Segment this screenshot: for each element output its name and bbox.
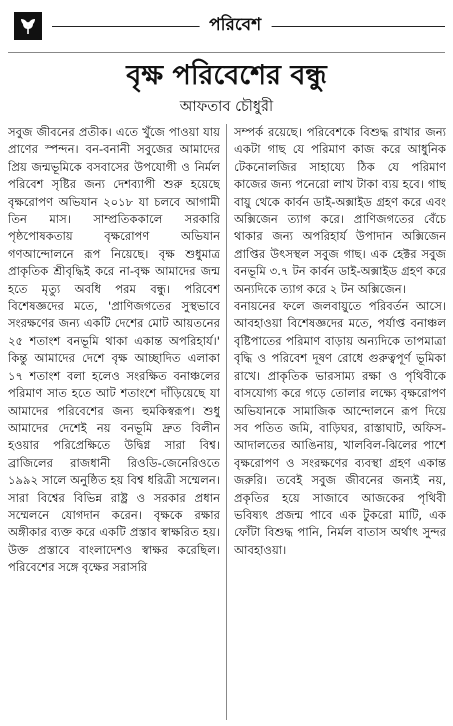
section-logo <box>14 12 42 40</box>
article-column-right <box>234 124 446 720</box>
column-divider <box>226 124 227 720</box>
article-paragraph: বনায়নের ফলে জলবায়ুতে পরিবর্তন আসে। আবহাওয়া বিশেষজ্ঞদের মতে, পর্যাপ্ত বনাঞ্চল বৃষ্টিপাতের পরিমাণ বাড়ায় অন্যদিকে তাপমাত্রা বৃদ্ধি ও পরিবেশ দূষণ রোধে গুরুত্বপূর্ণ ভূমিকা রাখে। প্রাকৃতিক ভারসাম্য রক্ষা ও পৃথিবীকে বাসযোগ্য করে গড়ে তোলার লক্ষ্যে বৃক্ষরোপণ অভিযানকে সামাজিক আন্দোলনে রূপ দিয়ে সব পতিত জমি, বাড়িঘর, রাস্তাঘাট, অফিস-আদালতের আঙিনায়, খালবিল-ঝিলের পাশে বৃক্ষরোপণ ও সংরক্ষণের ব্যবস্থা গ্রহণ একান্ত জরুরি। তবেই সবুজ জীবনের জন্যই নয়, প্রকৃতির হয়ে সাজাবে আজকের পৃথিবী ভবিষ্যৎ প্রজন্ম পাবে এক টুকরো মাটি, এক ফোঁটা বিশুদ্ধ পানি, নির্মল বাতাস অর্থাৎ সুন্দর আবহাওয়া। <box>234 299 446 557</box>
article-paragraph: সম্পর্ক রয়েছে। পরিবেশকে বিশুদ্ধ রাখার জন্য একটা গাছ যে পরিমাণ কাজ করে আধুনিক টেকনোলজির সাহায্যে ঠিক যে পরিমাণ কাজের জন্য পনেরো লাখ টাকা ব্যয় হবে। গাছ বায়ু থেকে কার্বন ডাই-অক্সাইড গ্রহণ করে এবং অক্সিজেন ত্যাগ করে। প্রাণিজগতের বেঁচে থাকার জন্য অপরিহার্য উপাদান অক্সিজেন প্রাপ্তির উৎসস্থল সবুজ গাছ। এক হেক্টর সবুজ বনভূমি ৩.৭ টন কার্বন ডাই-অক্সাইড গ্রহণ করে অন্যদিকে ত্যাগ করে ২ টন অক্সিজেন। <box>234 125 446 296</box>
article-paragraph: সবুজ জীবনের প্রতীক। এতে খুঁজে পাওয়া যায় প্রাণের স্পন্দন। বন-বনানী সবুজের আমাদের প্রিয় জন্মভূমিকে বসবাসের উপযোগী ও নির্মল পরিবেশ সৃষ্টির জন্য দেশব্যাপী শুরু হয়েছে বৃক্ষরোপণ অভিযান ২০১৮ যা চলবে আগামী তিন মাস। সাম্প্রতিককালে সরকারি পৃষ্ঠপোষকতায় বৃক্ষরোপণ অভিযান গণআন্দোলনে রূপ নিয়েছে। বৃক্ষ শুধুমাত্র প্রাকৃতিক শ্রীবৃদ্ধিই করে না-বৃক্ষ আমাদের জন্ম হতে মৃত্যু অবধি পরম বন্ধু। পরিবেশ বিশেষজ্ঞদের মতে, 'প্রাণিজগতের সুস্থভাবে সংরক্ষণের জন্য একটি দেশের মোট আয়তনের ২৫ শতাংশ বনভূমি থাকা একান্ত অপরিহার্য।' কিন্তু আমাদের দেশে বৃক্ষ আচ্ছাদিত এলাকা ১৭ শতাংশ বলা হলেও সংরক্ষিত বনাঞ্চলের পরিমাণ সাত হতে আট শতাংশে দাঁড়িয়েছে যা আমাদের পরিবেশের জন্য হুমকিস্বরূপ। শুধু আমাদের দেশেই নয় বনভূমি দ্রুত বিলীন হওয়ার পরিপ্রেক্ষিতে উদ্বিগ্ন সারা বিশ্ব। ব্রাজিলের রাজধানী রিওডি-জেনেরিওতে ১৯৯২ সালে অনুষ্ঠিত হয় বিশ্ব ধরিত্রী সম্মেলন। সারা বিশ্বের বিভিন্ন রাষ্ট্র ও সরকার প্রধান সম্মেলনে যোগদান করেন। বৃক্ষকে রক্ষার অঙ্গীকার ব্যক্ত করে একটি প্রস্তাব স্বাক্ষরিত হয়। উক্ত প্রস্তাবে বাংলাদেশও স্বাক্ষর করেছিল। পরিবেশের সঙ্গে বৃক্ষের সরাসরি <box>8 125 220 575</box>
article-body <box>8 124 445 720</box>
section-title: পরিবেশ <box>199 12 271 38</box>
article-headline: বৃক্ষ পরিবেশের বন্ধু <box>126 60 327 91</box>
leaf-icon <box>18 16 38 36</box>
article-byline: আফতাব চৌধুরী <box>179 99 274 115</box>
headline-rule <box>8 52 445 53</box>
article-column-left <box>8 124 220 720</box>
section-header <box>8 8 445 46</box>
